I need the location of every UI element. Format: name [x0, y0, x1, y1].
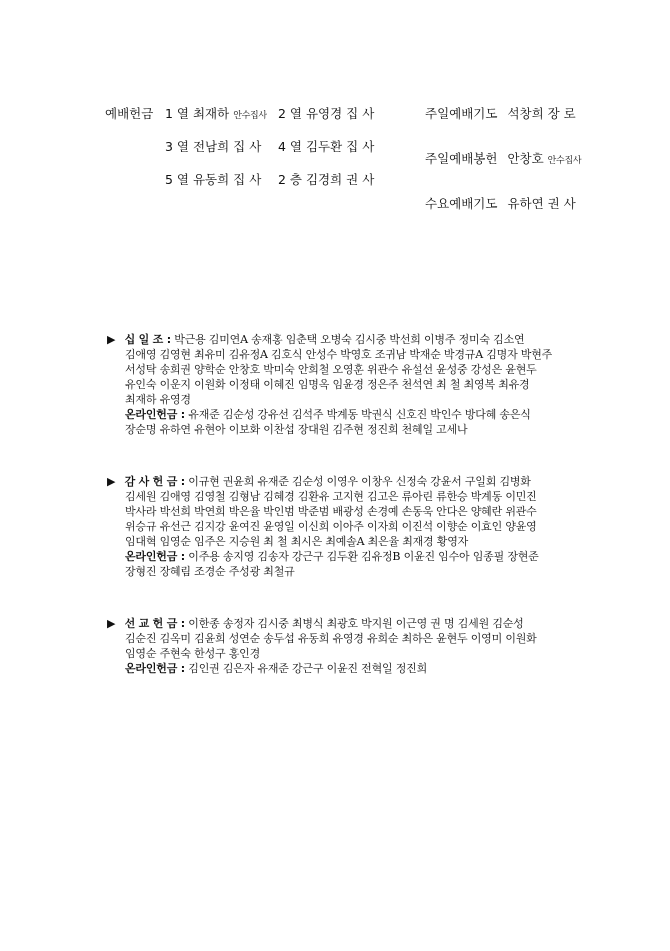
- mission-line: 임영순 주현숙 한성구 홍인경: [125, 647, 261, 660]
- mission-line: 김순진 김옥미 김윤희 성연순 송두섭 유동희 유영경 유희순 최하은 윤현두 이영미 이원화: [125, 632, 537, 645]
- tithe-title: 십 일 조 :: [124, 333, 171, 346]
- tithe-line: 유인숙 이운지 이원화 이정태 이혜진 임명옥 임윤경 정은주 천석연 최 철 최영복 최유경: [125, 378, 530, 391]
- thanks-section: [107, 474, 539, 579]
- mission-names: 이한종 송정자 김시중 최병식 최광호 박지원 이근영 권 명 김세원 김순성: [188, 617, 524, 630]
- role-name: 유하연 권 사: [507, 196, 576, 211]
- online-label: 온라인헌금 :: [125, 550, 185, 563]
- online-names: 김인권 김은자 유재준 강근구 이윤진 전혁일 정진희: [188, 662, 427, 675]
- online-label: 온라인헌금 :: [125, 662, 185, 675]
- tithe-section: [107, 332, 552, 437]
- thanks-line: 김세원 김애영 김영철 김형남 김혜경 김환유 고지현 김고은 류아린 류한승 박계동 이민진: [125, 490, 537, 503]
- offering-title-small: 안수집사: [233, 111, 267, 121]
- mission-names-block: [107, 631, 537, 676]
- offering-row-3-col-1: 5 열 유동희 집 사: [165, 172, 262, 187]
- tithe-line: 김애영 김영현 최유미 김유정A 김호식 안성수 박영호 조귀남 박재순 박경규A 김명자 박현주: [125, 348, 553, 361]
- thanks-line-1: [107, 474, 539, 489]
- online-label: 온라인헌금 :: [125, 408, 185, 421]
- offering-row-2-col-2: 4 열 김두환 집 사: [278, 139, 375, 154]
- mission-online-line: [125, 661, 537, 676]
- tithe-names-block: [107, 347, 552, 437]
- thanks-names-block: [107, 489, 539, 579]
- tithe-names: 박근용 김미연A 송재홍 임춘택 오병숙 김시중 박선희 이병주 정미숙 김소연: [174, 333, 525, 346]
- offering-row-1-col-2: 2 열 유영경 집 사: [278, 106, 375, 121]
- online-names: 이주용 송지영 김송자 강근구 김두환 김유정B 이윤진 임수아 임종필 장현준: [188, 550, 539, 563]
- role-title-small: 안수집사: [547, 156, 582, 166]
- offering-row-1-col-1: [165, 106, 267, 124]
- thanks-names: 이규현 권윤희 유재준 김순성 이영우 이창우 신정숙 강윤서 구일회 김병화: [188, 475, 531, 488]
- role-label: 주일예배봉헌: [425, 151, 498, 166]
- tithe-online-line: [125, 407, 552, 422]
- tithe-line: 서성탁 송희권 양학순 안창호 박미숙 안희철 오영훈 위관수 유설선 윤성중 강성은 윤현두: [125, 363, 537, 376]
- role-sunday-offering: [425, 151, 581, 169]
- tithe-line: 최재하 유영경: [125, 393, 191, 406]
- mission-section: [107, 616, 537, 676]
- role-name: 안창호: [507, 151, 544, 166]
- thanks-line: 위승규 유선근 김지강 윤여진 윤영일 이신희 이아주 이자희 이진석 이향순 이효인 양윤영: [125, 520, 537, 533]
- mission-line-1: [107, 616, 537, 631]
- role-label: 주일예배기도: [425, 106, 498, 121]
- thanks-online-line: [125, 549, 539, 564]
- thanks-line: 박사라 박선희 박연희 박은율 박인범 박준범 배광성 손경예 손동욱 안다은 양혜란 위관수: [125, 505, 537, 518]
- role-label: 수요예배기도: [425, 196, 498, 211]
- role-wednesday-prayer: [425, 196, 576, 212]
- thanks-online-line: 장형진 장혜림 조경순 주성광 최철규: [125, 565, 295, 578]
- mission-title: 선 교 헌 금 :: [124, 617, 185, 630]
- triangle-bullet-icon: ▶: [107, 617, 116, 630]
- tithe-line-1: [107, 332, 552, 347]
- offering-row-2-col-1: 3 열 전남희 집 사: [165, 139, 262, 154]
- tithe-online-line: 장순명 유하연 유현아 이보화 이찬섭 장대원 김주현 정진희 천혜일 고세나: [125, 423, 468, 436]
- thanks-title: 감 사 헌 금 :: [124, 475, 185, 488]
- role-name: 석창희 장 로: [507, 106, 576, 121]
- online-names: 유재준 김순성 강유선 김석주 박계동 박권식 신호진 박인수 방다혜 송은식: [188, 408, 531, 421]
- offering-entry: 1 열 최재하: [165, 106, 230, 121]
- offering-row-3-col-2: 2 층 김경희 권 사: [278, 172, 375, 187]
- triangle-bullet-icon: ▶: [107, 333, 116, 346]
- thanks-line: 임대혁 임영순 임주은 지승원 최 철 최시은 최예솔A 최은율 최재경 황영자: [125, 535, 469, 548]
- triangle-bullet-icon: ▶: [107, 475, 116, 488]
- role-sunday-prayer: [425, 106, 576, 122]
- offering-title: 예배헌금: [105, 106, 154, 121]
